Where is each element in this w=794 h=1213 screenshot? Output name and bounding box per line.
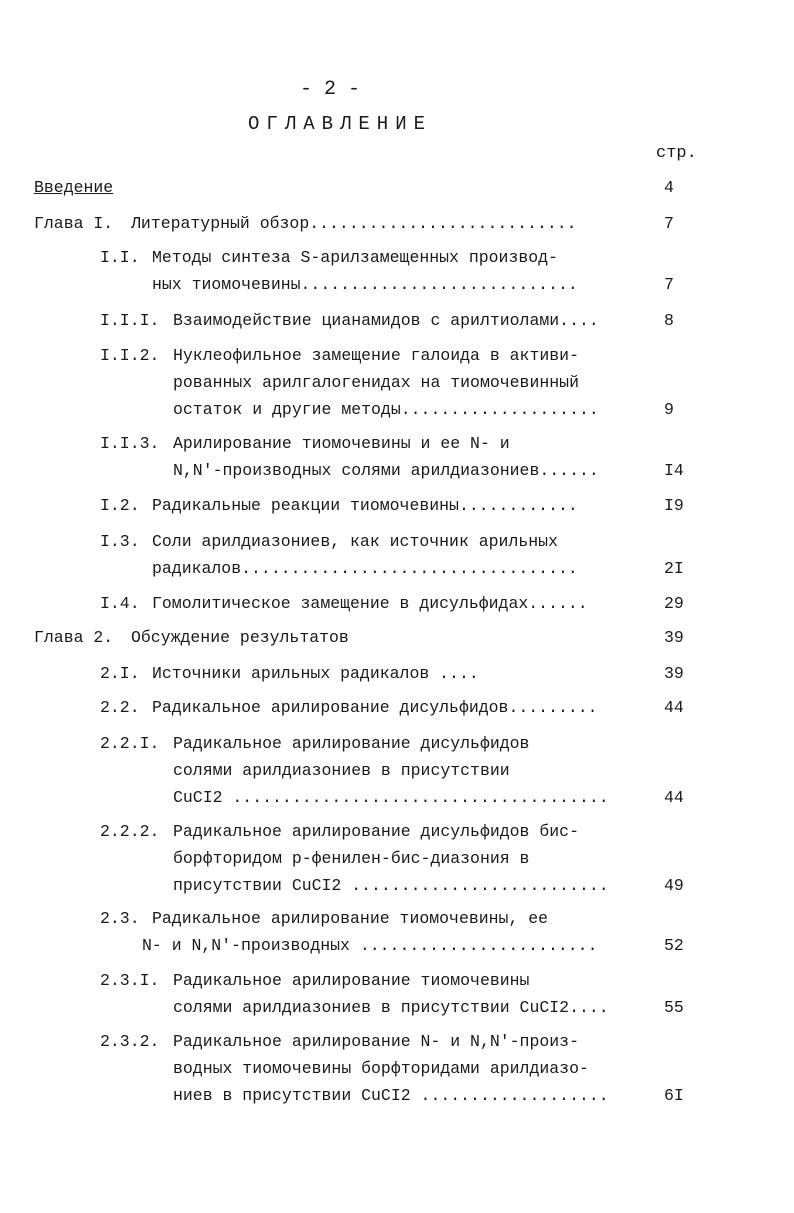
- toc-entry-number: 2.2.: [100, 698, 140, 717]
- toc-entry-1-4[interactable]: [100, 590, 694, 617]
- toc-entry-text: Радикальное арилирование дисульфидов.........: [152, 698, 598, 717]
- toc-entry-2-1[interactable]: [100, 660, 694, 687]
- toc-entry-text: Введение: [34, 178, 114, 197]
- toc-entry-1-3[interactable]: [100, 528, 694, 582]
- toc-entry-text: присутствии CuCI2 ..........................: [173, 876, 609, 895]
- toc-entry-text: Арилирование тиомочевины и ее N- и: [173, 434, 510, 453]
- toc-entry-number: I.I.I.: [100, 311, 160, 330]
- toc-entry-page: 52: [664, 936, 684, 955]
- toc-entry-number: 2.3.I.: [100, 971, 160, 990]
- toc-entry-text: солями арилдиазониев в присутствии: [173, 761, 510, 780]
- toc-entry-text: CuCI2 ......................................: [173, 788, 609, 807]
- toc-entry-chapter-2[interactable]: [34, 624, 694, 651]
- toc-entry-text: N- и N,N'-производных ........................: [142, 936, 598, 955]
- toc-entry-2-3-1[interactable]: [100, 967, 694, 1021]
- toc-entry-page: 44: [664, 788, 684, 807]
- toc-entry-page: 6I: [664, 1086, 684, 1105]
- toc-entry-text: солями арилдиазониев в присутствии CuCI2....: [173, 998, 609, 1017]
- toc-entry-2-3-2[interactable]: [100, 1028, 694, 1109]
- toc-entry-number: I.I.3.: [100, 434, 160, 453]
- toc-entry-text: остаток и другие методы....................: [173, 400, 599, 419]
- toc-entry-text: Взаимодействие цианамидов с арилтиолами....: [173, 311, 599, 330]
- toc-entry-number: 2.2.I.: [100, 734, 160, 753]
- toc-entry-number: I.I.2.: [100, 346, 160, 365]
- toc-entry-text: Радикальное арилирование тиомочевины: [173, 971, 530, 990]
- toc-entry-number: I.I.: [100, 248, 140, 267]
- toc-entry-chapter-1[interactable]: [34, 210, 694, 237]
- toc-entry-1-1-1[interactable]: [100, 307, 694, 334]
- toc-entry-page: I4: [664, 461, 684, 480]
- toc-entry-number: I.4.: [100, 594, 140, 613]
- toc-entry-text: рованных арилгалогенидах на тиомочевинный: [173, 373, 579, 392]
- toc-entry-text: Радикальное арилирование дисульфидов бис-: [173, 822, 579, 841]
- toc-entry-number: Глава I.: [34, 214, 114, 233]
- toc-entry-text: ных тиомочевины............................: [152, 275, 578, 294]
- toc-entry-page: 7: [664, 214, 674, 233]
- toc-entry-text: Нуклеофильное замещение галоида в активи-: [173, 346, 579, 365]
- toc-entry-page: 4: [664, 178, 674, 197]
- toc-entry-text: Радикальное арилирование дисульфидов: [173, 734, 530, 753]
- page-column-header: стр.: [656, 144, 697, 163]
- toc-entry-text: борфторидом р-фенилен-бис-диазония в: [173, 849, 530, 868]
- toc-entry-text: Обсуждение результатов: [131, 628, 349, 647]
- toc-entry-number: I.2.: [100, 496, 140, 515]
- toc-entry-number: 2.3.: [100, 909, 140, 928]
- toc-entry-page: 8: [664, 311, 674, 330]
- toc-entry-page: 44: [664, 698, 684, 717]
- toc-entry-page: 39: [664, 664, 684, 683]
- toc-entry-page: 7: [664, 275, 674, 294]
- toc-entry-text: Источники арильных радикалов ....: [152, 664, 479, 683]
- toc-entry-text: Радикальные реакции тиомочевины............: [152, 496, 578, 515]
- toc-entry-page: 49: [664, 876, 684, 895]
- toc-entry-page: 2I: [664, 559, 684, 578]
- toc-entry-1-1-3[interactable]: [100, 430, 694, 484]
- toc-entry-text: Радикальное арилирование N- и N,N'-произ-: [173, 1032, 579, 1051]
- toc-entry-1-1[interactable]: [100, 244, 694, 298]
- toc-entry-page: 9: [664, 400, 674, 419]
- toc-entry-text: радикалов..................................: [152, 559, 578, 578]
- toc-entry-page: 29: [664, 594, 684, 613]
- toc-entry-text: ниев в присутствии CuCI2 ...................: [173, 1086, 609, 1105]
- toc-entry-page: 39: [664, 628, 684, 647]
- toc-entry-2-3[interactable]: [100, 905, 694, 959]
- toc-entry-1-2[interactable]: [100, 492, 694, 519]
- toc-entry-page: I9: [664, 496, 684, 515]
- toc-entry-text: Литературный обзор...........................: [131, 214, 577, 233]
- toc-entry-2-2[interactable]: [100, 694, 694, 721]
- toc-entry-text: Методы синтеза S-арилзамещенных производ-: [152, 248, 558, 267]
- toc-entry-page: 55: [664, 998, 684, 1017]
- toc-entry-number: I.3.: [100, 532, 140, 551]
- page-title: ОГЛАВЛЕНИЕ: [247, 113, 433, 135]
- toc-entry-2-2-2[interactable]: [100, 818, 694, 899]
- toc-entry-introduction[interactable]: [34, 174, 694, 201]
- toc-entry-number: 2.I.: [100, 664, 140, 683]
- toc-entry-text: Радикальное арилирование тиомочевины, ее: [152, 909, 549, 928]
- toc-entry-2-2-1[interactable]: [100, 730, 694, 811]
- toc-entry-text: N,N'-производных солями арилдиазониев......: [173, 461, 599, 480]
- page-number: - 2 -: [299, 78, 360, 101]
- toc-entry-number: 2.2.2.: [100, 822, 160, 841]
- toc-entry-number: 2.3.2.: [100, 1032, 160, 1051]
- toc-entry-text: Соли арилдиазониев, как источник арильных: [152, 532, 558, 551]
- toc-entry-number: Глава 2.: [34, 628, 114, 647]
- toc-entry-text: водных тиомочевины борфторидами арилдиазо-: [173, 1059, 589, 1078]
- toc-entry-1-1-2[interactable]: [100, 342, 694, 423]
- toc-entry-text: Гомолитическое замещение в дисульфидах......: [152, 594, 588, 613]
